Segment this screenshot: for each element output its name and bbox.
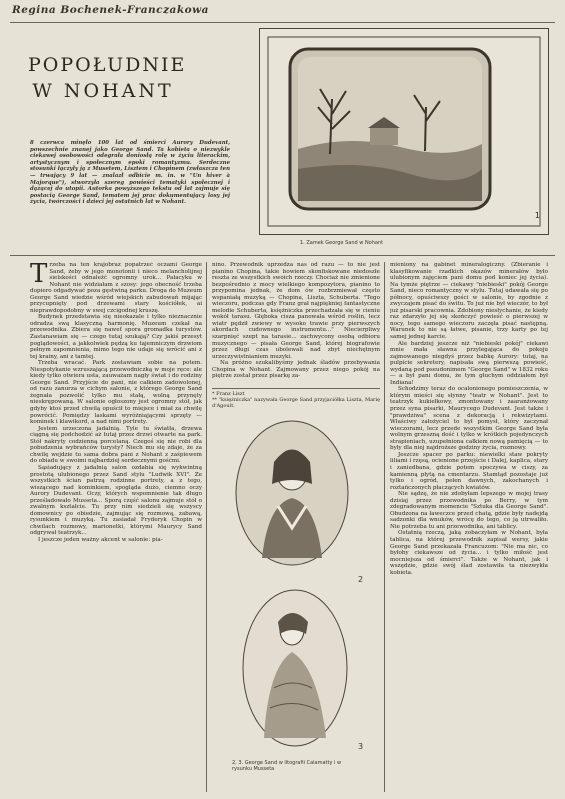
col3-paragraph-3: Schodzimy teraz do ocalonionego pomieszczenia, w którym mieści się słynny "teatr w Nohant". Jest to teatrzyk kukiełkowy, zmontowany i zaaranżowany przez syna pisarki, Maurycego Dudevant. Jest także i "prawdziwa" scena z dekoracją i rekwizytami. Właściwy założyciel to był pomysł, który zaczynał wieczorami, lecz przede wszystkim George Sand była wolnym grzeszną dość i tylko w krótkich pojedynczych strapieniach, uzupełniona całkiem nową pamięcią — to były dla niej najdroższe godziny życia, rozmowy.: [390, 386, 548, 452]
footnote-2: ** "księżniczka" nazywała George Sand przyjaciółka Liszta, Marię d'Agoult.: [212, 397, 380, 409]
figure-1-caption: 1. Zamek George Sand w Nohant: [300, 240, 384, 246]
figure-1-frame: [259, 28, 549, 235]
column-1: [30, 262, 202, 792]
figure-2-number: 2: [358, 575, 364, 584]
top-rule: [10, 22, 555, 23]
title-line-2: W NOHANT: [32, 80, 174, 102]
footnote-rule: [212, 388, 380, 389]
section-rule: [10, 255, 555, 256]
col1-paragraph-3: Trzeba wracać. Park zostawiam sobie na potem. Niespotykanie wzruszającą przewodniczką w moje ręce: ale kiedy tylko otwiera usta, zauważam nagły świat i do rodziny George Sand. Przyjście do pani, nie całkiem zadowolonej, od razu zanurza w cichym salonie, z którego George Sand żegnała pozwolić tylko mu stałą, wolną przynęty nieskrępowaną. W salonie ogłoszony jest ogromny stół, jak gdyby ktoś przed chwilą opuścił to miejsce i miał za chwilę powrócić. Pomiędzy laskami wyróżniającymi sprzęty — kominek i klawikord, a nad nimi portrety.: [30, 360, 202, 426]
col3-paragraph-5: Nie sądzę, że nie zdobyłam lepszego w mojej trasy dzisiaj przez przewodnika po Berry, w tym zdegradowanym momencie "Sztuka dla George Sand". Obudzona na ławeczce przed chatą, gdzie były nadejdą sadzonki dla wnuków, wrócę do tego, co ją utrwaliło. Nie potrzeba tu ani przewodnika, ani tablicy.: [390, 491, 548, 530]
col2-paragraph-2: Na próżno szukalibyśmy jednak śladów przebywania Chopina w Nohant. Zajmowany przez niego pokój na piętrze został przez pisarkę za-: [212, 360, 380, 380]
col3-paragraph-2: Ale bardziej jeszcze niż "niebieski pokój" ciekawi mnie mała sławna przylegająca do pokoju zajmowanego niegdyś przez babkę Aurory: tutaj, na pulpicie sekretery, napisała swą pierwszą powieść, wydaną pod pseudonimem "George Sand" w 1832 roku — a był pani domu, że tym głuchym oddziałem był Indiana!: [390, 340, 548, 386]
col3-paragraph-4: Jeszcze spacer po parku: niewielki staw pokryty liliami i rzęsą, ocienione przejście i Dalej, kaplica, stary i zaniedbana, gdzie potem spoczywa w ciszy, za kamienną płytą na cmentarzu. Stamtąd pozostaje już tylko i ogród, pełen dawnych, zakochanych i roztańczonych płaczących kwiatów.: [390, 451, 548, 491]
col1-paragraph-5: Sąsiadujący z jadalnią salon ozdabia się wykwintną prostotą ulubionego przez Sand stylu "Ludwik XVI". Ze wszystkich ścian patrzą rodzinne portrety, a z tego, wiszącego nad kominkiem, spogląda dużo, ciemno oczy Aurory Dudevant. Oczy, których wspomnienie tak długo prześladowało Musseta... Sporą część salonu zajmuje stół o zwalnym kształcie. Tu przy nim siedzieli się wszyscy domownicy po obiedzie, zajmując się rozmową, zabawą, rysunkiem i muzyką. Tu zasiadał Fryderyk Chopin w chwilach rozmowy, marionetki, którymi Maurycy Sand odgrywał teatrzyk...: [30, 464, 202, 537]
article-title: [28, 52, 187, 104]
figures-2-3-caption: 2, 3. George Sand w litografii Calamatty i w rysunku Musseta: [232, 760, 342, 772]
figure-3-number: 3: [358, 742, 364, 751]
col1-paragraph-1: rzeba na ten krajobraz popatrzeć oczami George Sand, żeby w jego monotonii i nieco melancholijnej sielskości odnaleźć ogromny urok... Pałacyku w Nohant nie widziałam z szosy: jego obecność trzeba dopiero odgadywać poza gęstwiną parku. Droga do Muzeum George Sand wiedzie wśród wiejskich zabudowań mijając przycupnięty pod drzewami stary kościółek, ai nieprawdopodobny w swej czcigodnej kruszę.: [30, 262, 202, 314]
col3-paragraph-6: Ostatnią rzeczą, jaką zobaczyłam w Nohant, była tablica, na której przewodnik zapisał wersy, jakie George Sand przekazała Francuzom: "Nie ma nic, co byłoby ciekawsze od życia... i tylko miłość jest mocniejsza od śmierci". Także w Nohant, jak i wszędzie, gdzie swój ślad zostawiła ta niezwykła kobieta.: [390, 530, 548, 576]
footnote-1: * Franz Liszt: [212, 391, 245, 397]
portrait-lithograph-image: [232, 418, 352, 568]
col1-paragraph-4: Jestem urzeczona jadalnią. Tyle tu światła, drzewa ciągną się podchodzić aż tutaj przez drzwi otwarte na park. Stół nakryty codzienną porcelaną. Czegoś się nie robi dla pobudzenia wybrańców turysty? Niech mu się zdaje, że za chwilę wejdzie tu sama dobra pani z Nohant z zaśpiewem do obiadu w swoimi najbardziej serdecznymi gośćmi.: [30, 425, 202, 465]
author-name: Regina Bochenek-Franczakowa: [12, 4, 209, 16]
col1-paragraph-2: Budynek przedstawia się nieokazale i tylko nieznacznie odradza swą klasyczną harmonię. Muzeum czekał na przewodnika. Zbiera się naweť spora gromadka turystów. Zastanawiam się — czego tutaj szukają? Czy jakiś przesyt poglądowości, a jakkolwiek pędzą ku tajemniczym drzwiom pełnym zapomnienia, mimo tego nie udaje się wrócić ani z tej krainy, ani z tamtej.: [30, 314, 202, 360]
column-2: [212, 262, 380, 384]
column-divider-2: [384, 262, 385, 792]
title-line-1: POPOŁUDNIE: [28, 54, 187, 76]
col1-paragraph-6: I jeszcze jeden ważny akcent w salonie: pia-: [38, 536, 163, 543]
figure-1-number: 1: [534, 211, 540, 220]
article-intro: 8 czerwca minęło 100 lat od śmierci Aurory Dudevant, powszechnie znanej jako George Sand. Ta kobieta o niezwykle ciekawej osobowości odegrała doniosłą rolę w życiu literackim, artystycznym i społecznym epoki romantyzmu. Serdeczne stosunki łączyły ją z Musetem, Lisztem i Chopinem (zwłaszcza ten — trwający 9 lat — znalazł odbicie m. in. w "Un hiver à Majorque"), stworzyła szereg powieści tematyki społecznej i dążącej do utopii. Autorka powyższego tekstu od lat zajmuje się postacią George Sand, tematem jej prac dokumentujący losy jej życia, twórczości i dzieci jej ostatnich lat w Nohant.: [30, 140, 230, 206]
drop-cap: T: [30, 262, 48, 289]
col2-paragraph-1: nino. Przewodnik uprzedza nas od razu — to nie jest pianino Chopina, takie bowiem skonfiskowane niedoszłe reszta ze wszystkich swoich rzeczy. Chociaż nie zmienione bezpośrednio z mocy wielkiego kompozytora, pianino to przypomina jednak, że dom ów rozbrzmiewał często wspaniałą muzyką — Chopina, Liszta, Schuberta. "Tego wieczoru, podczas gdy Franz grał najpiękniej fantastyczne melodie Schuberta, księżniczka przechadzała się w cieniu wokół tarasu. Głęboka cisza panowała wśród roślin, lecz wiatr pędził zwiewy w wysoko trawie przy pierwszych akordach cudownego instrumentu..." Niecierpliwy szarpnięć szept na tarasie... zachwycony osobą odbioru muzycznego — pisała George Sand, której biografowie przez długi czas ubolewali nad zbyt niechętnym urzeczywistnianiem muzyki.: [212, 262, 380, 360]
footnotes: [212, 391, 380, 411]
column-3: [390, 262, 548, 792]
col3-paragraph-1: mieniony na gabinet mineralogiczny. (Zbieranie i klasyfikowanie rzadkich okazów minerałów było ulubionym zajęciem pani domu pod koniec jej życia). Na tymże piętrze — ciekawy "niebieski" pokój George Sand, nieco romantyczny w stylu. Tutaj udawała się po północy, opuściwszy gości w salonie, by zgodnie z zwyczajem pisać do świtu. To już nie był wieczór, to był już pisarski pracownia. Zdobiony niesłychanie, że kiedy raz zdarzyło jej się skończyć powieść o pierwszej w nocy, tego samego wieczoru zaczęła pisać następną. Warunek to nie są łatwe, pisanie, trzy karty po tej samej jednej karcie.: [390, 262, 548, 341]
column-divider-1: [206, 262, 207, 792]
portrait-sketch-image: [240, 588, 350, 748]
castle-engraving-image: [260, 29, 548, 234]
